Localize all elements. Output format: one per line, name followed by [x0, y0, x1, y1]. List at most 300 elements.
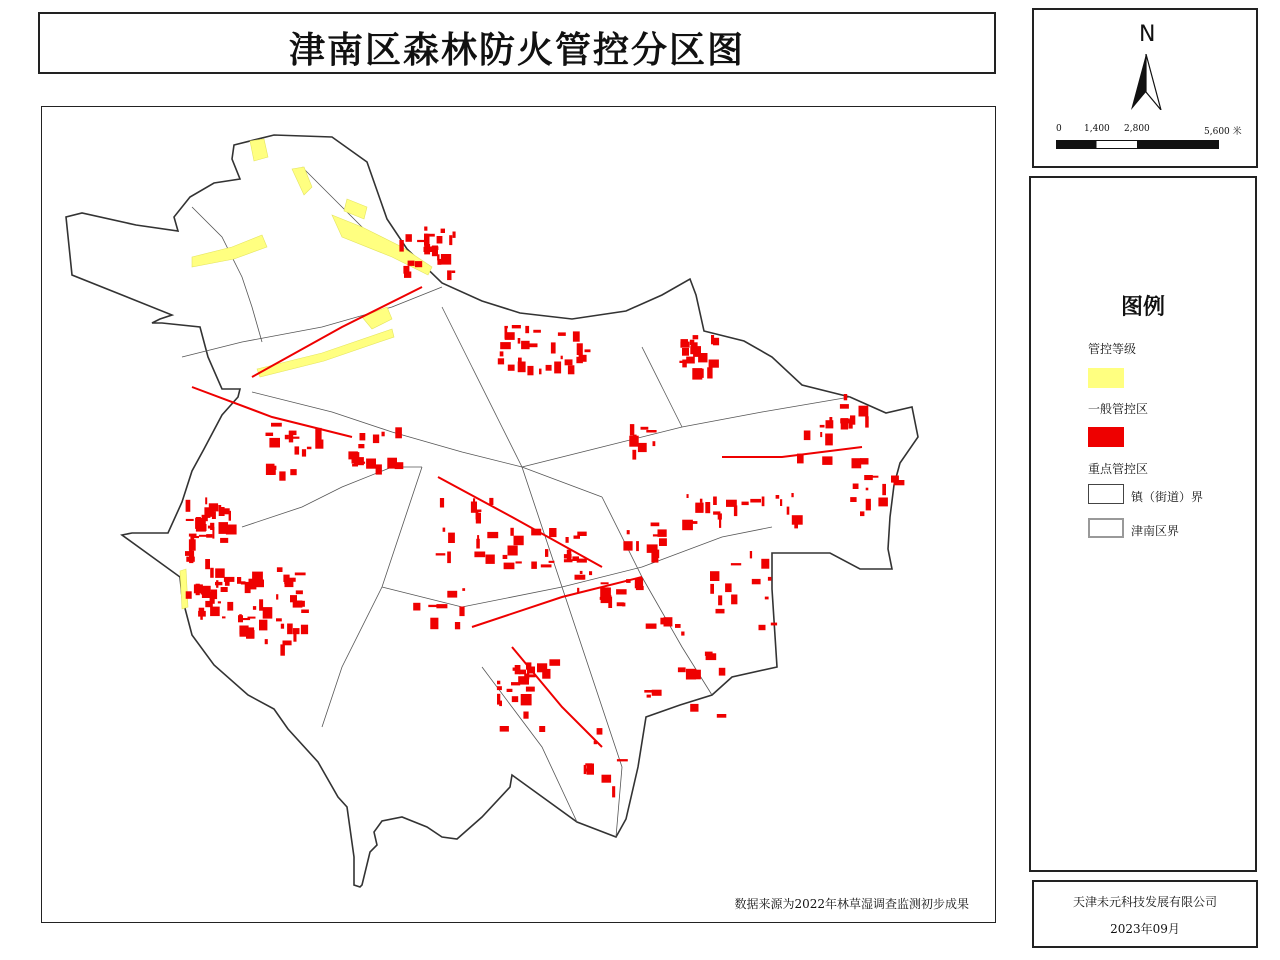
- credit-box: [1032, 880, 1258, 948]
- key-zone-patch: [437, 259, 441, 265]
- key-zone-patch: [521, 677, 524, 683]
- map-canvas[interactable]: [42, 107, 994, 921]
- key-zone-patch: [518, 338, 521, 344]
- key-zone-patch: [597, 728, 603, 735]
- key-zone-patch: [395, 427, 402, 438]
- scale-label-2: 2,800: [1124, 124, 1150, 134]
- key-zone-patch: [307, 447, 312, 450]
- key-zone-patch: [441, 229, 445, 233]
- key-zone-patch: [791, 493, 793, 497]
- key-zone-patch: [354, 457, 364, 465]
- key-zone-patch: [287, 624, 293, 635]
- key-zone-patch: [717, 714, 727, 718]
- key-zone-patch: [191, 536, 199, 538]
- key-zone-patch: [248, 617, 256, 619]
- key-zone-patch: [240, 629, 248, 636]
- key-zone-patch: [222, 508, 230, 514]
- key-zone-patch: [215, 568, 225, 578]
- district-boundary: [66, 135, 918, 887]
- key-zone-patch: [825, 434, 833, 446]
- key-zone-patch: [584, 769, 592, 772]
- north-arrow-icon: [1129, 54, 1163, 110]
- key-zone-patch: [245, 582, 251, 593]
- legend-box: [1029, 176, 1257, 872]
- key-zone-patch: [698, 353, 707, 362]
- key-zone-patch: [500, 351, 504, 356]
- key-zone-patch: [259, 599, 263, 610]
- key-zone-patch: [497, 686, 502, 690]
- key-zone-patch: [780, 499, 782, 506]
- key-zone-patch: [638, 443, 647, 452]
- key-zone-patch: [447, 591, 457, 598]
- key-zone-patch: [227, 602, 233, 611]
- key-zone-patch: [221, 587, 228, 592]
- scale-bar: [1056, 140, 1220, 150]
- key-zone-patch: [726, 500, 737, 507]
- key-zone-patch: [293, 628, 300, 634]
- key-zone-patch: [525, 326, 529, 333]
- key-zone-patch: [776, 495, 780, 499]
- key-zone-patch: [646, 624, 657, 629]
- key-zone-patch: [212, 511, 216, 519]
- key-zone-patch: [891, 476, 899, 483]
- key-zone-patch: [500, 342, 511, 349]
- scale-label-1: 1,400: [1084, 124, 1110, 134]
- key-zone-patch: [617, 602, 624, 606]
- key-zone-patch: [508, 365, 515, 371]
- key-zone-patch: [792, 515, 803, 525]
- key-zone-patch: [705, 502, 710, 513]
- key-zone-patch: [549, 561, 555, 563]
- key-zone-patch: [576, 357, 583, 363]
- key-zone-patch: [541, 564, 552, 567]
- key-zone-patch: [531, 562, 537, 569]
- key-zone-patch: [186, 519, 194, 521]
- key-zone-patch: [546, 365, 552, 371]
- key-zone-patch: [707, 367, 712, 378]
- key-zone-patch: [406, 234, 412, 242]
- key-zone-patch: [734, 505, 737, 516]
- key-zone-patch: [516, 561, 522, 563]
- key-zone-patch: [664, 617, 673, 626]
- key-zone-patch: [205, 497, 207, 504]
- key-zone-patch: [577, 559, 587, 563]
- key-zone-patch: [632, 450, 636, 460]
- key-zone-patch: [716, 609, 725, 614]
- key-zone-patch: [189, 556, 193, 563]
- key-zone-patch: [768, 577, 772, 581]
- key-zone-patch: [271, 423, 282, 427]
- key-zone-patch: [504, 326, 508, 328]
- key-zone-patch: [199, 608, 205, 613]
- key-zone-patch: [682, 520, 693, 531]
- key-zone-patch: [686, 357, 695, 364]
- key-zone-patch: [742, 502, 749, 506]
- key-zone-patch: [441, 254, 451, 265]
- key-zone-patch: [295, 601, 305, 607]
- key-zone-patch: [302, 449, 306, 456]
- key-zone-patch: [659, 538, 667, 546]
- legend-title: 图例: [1120, 295, 1165, 320]
- key-zone-patch: [399, 240, 403, 252]
- key-zone-patch: [681, 632, 684, 636]
- key-zone-patch: [633, 435, 637, 444]
- key-zone-patch: [437, 236, 443, 244]
- key-zone-patch: [549, 528, 556, 537]
- key-zone-patch: [210, 607, 220, 617]
- key-zone-patch: [519, 670, 526, 675]
- key-zone-patch: [280, 644, 285, 655]
- legend-label-town: 镇（街道）界: [1131, 490, 1204, 504]
- key-zone-patch: [731, 563, 741, 565]
- key-zone-patch: [218, 601, 221, 603]
- key-zone-patch: [276, 618, 282, 621]
- key-zone-patch: [558, 332, 566, 336]
- key-zone-patch: [424, 244, 430, 254]
- key-zone-patch: [577, 532, 586, 536]
- key-zone-patch: [713, 497, 717, 506]
- key-zone-patch: [623, 541, 632, 550]
- key-zone-patch: [504, 563, 515, 570]
- key-zone-patch: [551, 342, 556, 353]
- key-zone-patch: [771, 623, 777, 626]
- key-zone-patch: [527, 366, 533, 375]
- key-zone-patch: [868, 476, 878, 478]
- key-zone-patch: [265, 639, 268, 644]
- key-zone-patch: [641, 427, 649, 430]
- key-zone-patch: [476, 510, 479, 519]
- key-zone-patch: [387, 458, 397, 469]
- key-zone-patch: [448, 533, 455, 543]
- key-zone-patch: [196, 517, 201, 522]
- scale-labels: [1056, 124, 1256, 138]
- key-zone-patch: [718, 595, 722, 605]
- key-zone-patch: [424, 227, 427, 231]
- key-zone-patch: [866, 488, 869, 491]
- key-zone-patch: [651, 551, 658, 562]
- key-zone-patch: [212, 527, 214, 539]
- key-zone-patch: [259, 620, 267, 631]
- key-zone-patch: [296, 590, 303, 594]
- key-zone-patch: [869, 504, 871, 506]
- key-zone-patch: [678, 667, 686, 672]
- key-zone-patch: [301, 610, 309, 614]
- key-zone-patch: [186, 500, 191, 512]
- key-zone-patch: [675, 624, 681, 628]
- legend-label-general: 一般管控区: [1088, 402, 1149, 416]
- key-zone-patch: [455, 622, 460, 629]
- key-zone-patch: [601, 595, 612, 603]
- key-zone-patch: [253, 606, 256, 610]
- map-date: 2023年09月: [1110, 922, 1180, 936]
- key-zone-patch: [528, 343, 538, 347]
- key-zone-patch: [878, 498, 888, 507]
- key-zone-patch: [210, 568, 214, 578]
- key-zone-patch: [561, 356, 563, 360]
- key-zone-patch: [507, 689, 513, 692]
- key-zone-patch: [277, 567, 283, 572]
- key-zone-patch: [765, 597, 769, 600]
- key-zone-patch: [196, 584, 200, 596]
- key-zone-patch: [289, 431, 293, 443]
- key-zone-patch: [787, 507, 790, 515]
- legend-label-key: 重点管控区: [1088, 462, 1149, 476]
- key-zone-patch: [542, 669, 550, 679]
- key-zone-patch: [216, 580, 218, 588]
- key-zone-patch: [358, 444, 364, 448]
- key-zone-patch: [270, 466, 277, 470]
- key-zone-patch: [486, 555, 495, 564]
- key-zone-patch: [549, 659, 560, 666]
- key-zone-patch: [514, 536, 524, 546]
- thick-boundary-swatch: [1088, 518, 1124, 538]
- legend-section-label: 管控等级: [1088, 342, 1137, 356]
- key-zone-patch: [719, 668, 726, 676]
- key-zone-patch: [220, 538, 228, 543]
- key-zone-patch: [647, 695, 651, 698]
- north-letter: N: [1139, 22, 1156, 47]
- key-zone-patch: [844, 394, 848, 400]
- key-zone-patch: [462, 588, 465, 591]
- key-zone-patch: [636, 541, 639, 551]
- key-zone-patch: [761, 559, 769, 569]
- key-zone-patch: [285, 435, 289, 440]
- key-zone-patch: [652, 690, 662, 696]
- key-zone-patch: [651, 523, 660, 527]
- key-zone-patch: [222, 616, 226, 618]
- key-zone-patch: [382, 432, 385, 437]
- key-zone-patch: [459, 607, 464, 617]
- title-box: [38, 12, 996, 74]
- key-zone-patch: [524, 674, 529, 680]
- key-zone-patch: [508, 546, 518, 556]
- key-zone-patch: [616, 589, 627, 594]
- key-zone-patch: [731, 595, 737, 605]
- key-zone-patch: [568, 365, 575, 374]
- key-zone-patch: [849, 420, 853, 429]
- key-zone-patch: [840, 419, 850, 424]
- key-zone-patch: [859, 406, 869, 417]
- key-zone-patch: [711, 335, 714, 344]
- key-zone-patch: [295, 446, 300, 454]
- key-zone-patch: [413, 603, 420, 611]
- key-zone-patch: [852, 458, 862, 468]
- key-zone-patch: [430, 618, 438, 630]
- key-zone-patch: [822, 456, 832, 465]
- key-zone-patch: [366, 459, 376, 469]
- key-zone-patch: [580, 571, 583, 574]
- key-zone-patch: [539, 726, 545, 732]
- key-zone-patch: [285, 578, 294, 587]
- key-zone-patch: [693, 335, 699, 339]
- key-zone-patch: [476, 539, 480, 549]
- key-zone-patch: [505, 332, 515, 340]
- key-zone-patch: [853, 484, 859, 490]
- key-zone-patch: [199, 535, 210, 537]
- key-zone-patch: [554, 362, 561, 374]
- key-zone-patch: [646, 430, 656, 433]
- company-name: 天津未元科技发展有限公司: [1072, 895, 1217, 909]
- key-zone-patch: [473, 498, 475, 503]
- key-zone-patch: [452, 271, 456, 274]
- key-zone-patch: [487, 532, 498, 538]
- key-zone-patch: [279, 471, 285, 480]
- key-zone-patch: [376, 464, 382, 474]
- key-zone-patch: [585, 349, 591, 352]
- red-fill-swatch: [1088, 427, 1124, 447]
- key-zone-patch: [290, 469, 296, 475]
- key-zone-patch: [695, 504, 703, 513]
- key-zone-patch: [539, 369, 542, 375]
- key-zone-patch: [682, 360, 687, 368]
- key-zone-patch: [360, 433, 366, 440]
- key-zone-patch: [186, 591, 192, 599]
- key-zone-patch: [804, 431, 811, 441]
- key-zone-patch: [360, 462, 365, 464]
- key-zone-patch: [498, 358, 504, 364]
- key-zone-patch: [750, 551, 752, 558]
- key-zone-patch: [612, 786, 615, 797]
- key-zone-patch: [710, 584, 714, 594]
- key-zone-patch: [210, 595, 215, 604]
- key-zone-patch: [237, 577, 241, 584]
- key-zone-patch: [725, 583, 732, 592]
- key-zone-patch: [820, 432, 822, 437]
- key-zone-patch: [254, 580, 264, 588]
- data-source-note: 数据来源为2022年林草湿调查监测初步成果: [734, 897, 969, 911]
- key-zone-patch: [574, 536, 581, 539]
- key-zone-patch: [432, 246, 438, 257]
- key-zone-patch: [601, 582, 609, 584]
- key-zone-patch: [564, 559, 573, 562]
- key-zone-patch: [602, 588, 611, 597]
- key-zone-patch: [752, 579, 761, 584]
- legend-label-district: 津南区界: [1131, 524, 1180, 538]
- key-zone-patch: [860, 458, 868, 464]
- key-zone-patch: [202, 515, 208, 521]
- key-zone-patch: [710, 571, 719, 581]
- key-zone-patch: [523, 712, 528, 719]
- key-zone-patch: [533, 330, 541, 333]
- key-zone-patch: [694, 670, 701, 680]
- key-zone-patch: [212, 505, 214, 510]
- key-zone-patch: [564, 554, 572, 558]
- key-zone-patch: [573, 331, 580, 341]
- key-zone-patch: [229, 511, 231, 521]
- key-zone-patch: [658, 529, 667, 537]
- key-zone-patch: [275, 439, 279, 445]
- scale-label-0: 0: [1056, 124, 1062, 134]
- key-zone-patch: [653, 441, 656, 446]
- key-zone-patch: [443, 528, 446, 532]
- thin-boundary-swatch: [1088, 484, 1124, 504]
- key-zone-patch: [224, 577, 235, 582]
- key-zone-patch: [526, 687, 535, 692]
- key-zone-patch: [521, 694, 532, 705]
- key-zone-patch: [503, 555, 508, 559]
- key-zone-patch: [690, 704, 698, 712]
- key-zone-patch: [750, 499, 761, 503]
- key-zone-patch: [276, 594, 278, 599]
- key-zone-patch: [219, 522, 229, 534]
- key-zone-patch: [850, 497, 856, 502]
- map-frame[interactable]: [41, 106, 996, 923]
- key-zone-patch: [701, 369, 704, 378]
- key-zone-patch: [497, 694, 500, 705]
- key-zone-patch: [687, 494, 689, 498]
- key-zone-patch: [700, 499, 703, 503]
- key-zone-patch: [417, 240, 424, 242]
- scale-label-3: 5,600 米: [1204, 127, 1242, 137]
- key-zone-patch: [882, 484, 886, 495]
- key-zone-patch: [627, 530, 630, 534]
- key-zone-patch: [295, 573, 306, 576]
- key-zone-patch: [447, 270, 451, 280]
- key-zone-patch: [512, 696, 518, 702]
- key-zone-patch: [690, 346, 701, 354]
- key-zone-patch: [545, 549, 548, 557]
- key-zone-patch: [709, 360, 719, 368]
- key-zone-patch: [497, 681, 500, 685]
- key-zone-patch: [636, 586, 644, 590]
- key-zone-patch: [373, 435, 379, 444]
- key-zone-patch: [415, 261, 422, 267]
- key-zone-patch: [510, 528, 513, 536]
- map-title: 津南区森林防火管控分区图: [288, 30, 745, 71]
- key-zone-patch: [617, 759, 628, 761]
- key-zone-patch: [425, 234, 429, 245]
- key-zone-patch: [428, 605, 438, 607]
- key-zone-patch: [205, 559, 210, 569]
- key-zone-patch: [474, 552, 485, 558]
- key-zone-patch: [512, 325, 521, 328]
- key-zone-patch: [518, 358, 522, 367]
- key-zone-patch: [706, 653, 717, 660]
- north-scale-box: [1032, 8, 1258, 168]
- key-zone-patch: [630, 424, 634, 435]
- key-zone-patch: [436, 553, 446, 555]
- key-zone-patch: [681, 339, 689, 345]
- key-zone-patch: [820, 425, 825, 428]
- key-zone-patch: [826, 420, 834, 428]
- yellow-fill-swatch: [1088, 368, 1124, 388]
- key-zone-patch: [440, 498, 444, 508]
- key-zone-patch: [266, 433, 274, 436]
- key-zone-patch: [281, 624, 284, 629]
- key-zone-patch: [762, 497, 765, 507]
- key-zone-patch: [865, 416, 869, 427]
- key-zone-patch: [315, 440, 323, 449]
- key-zone-patch: [759, 625, 766, 630]
- key-zone-patch: [447, 552, 451, 564]
- key-zone-patch: [575, 576, 585, 579]
- key-zone-patch: [565, 359, 573, 365]
- key-zone-patch: [860, 511, 864, 516]
- key-zone-patch: [690, 340, 695, 346]
- key-zone-patch: [263, 607, 273, 619]
- key-zone-patch: [500, 726, 509, 732]
- key-zone-patch: [449, 235, 452, 245]
- key-zone-patch: [513, 668, 520, 671]
- key-zone-patch: [589, 571, 592, 575]
- key-zone-patch: [404, 272, 411, 278]
- key-zone-patch: [718, 513, 722, 519]
- key-zone-patch: [840, 404, 849, 409]
- key-zone-patch: [408, 261, 415, 266]
- key-zone-patch: [577, 343, 583, 355]
- key-zone-patch: [301, 625, 308, 635]
- key-zone-patch: [453, 232, 456, 238]
